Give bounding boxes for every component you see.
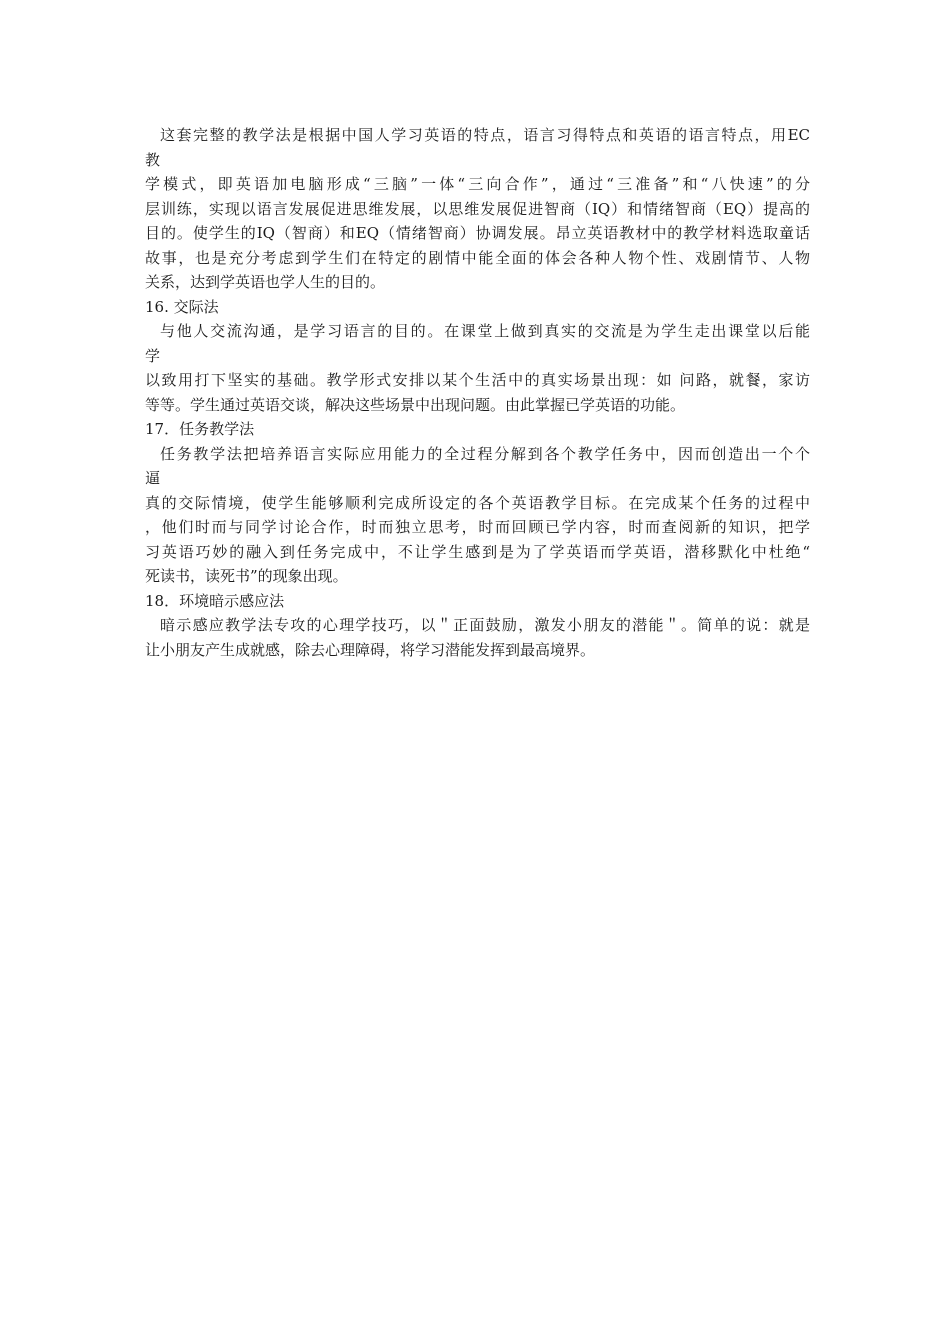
text-line: 学模式，即英语加电脑形成“三脑”一体“三向合作”，通过“三准备”和“八快速”的分 bbox=[145, 175, 810, 193]
paragraph-communicative-method bbox=[145, 319, 810, 417]
text-line: 这套完整的教学法是根据中国人学习英语的特点，语言习得特点和英语的语言特点，用EC bbox=[160, 126, 810, 144]
section-heading-17: 17．任务教学法 bbox=[145, 420, 255, 438]
text-line: 关系，达到学英语也学人生的目的。 bbox=[145, 273, 386, 291]
text-line: 目的。使学生的IQ（智商）和EQ（情绪智商）协调发展。昂立英语教材中的教学材料选取童话 bbox=[145, 224, 810, 242]
text-line: 真的交际情境，使学生能够顺利完成所设定的各个英语教学目标。在完成某个任务的过程中 bbox=[145, 493, 810, 512]
text-line: 教 bbox=[145, 150, 161, 169]
section-heading-18: 18．环境暗示感应法 bbox=[145, 591, 285, 610]
text-line: 以致用打下坚实的基础。教学形式安排以某个生活中的真实场景出现：如 问路，就餐，家访 bbox=[145, 371, 810, 389]
document-body bbox=[145, 123, 810, 662]
text-line: 等等。学生通过英语交谈，解决这些场景中出现问题。由此掌握已学英语的功能。 bbox=[145, 395, 686, 414]
text-line: 死读书，读死书”的现象出现。 bbox=[145, 567, 348, 585]
text-line: ，他们时而与同学讨论合作，时而独立思考，时而回顾已学内容，时而查阅新的知识，把学 bbox=[145, 518, 810, 536]
text-line: 让小朋友产生成就感，除去心理障碍，将学习潜能发挥到最高境界。 bbox=[145, 640, 596, 659]
section-heading-16: 16. 交际法 bbox=[145, 297, 219, 316]
text-line: 任务教学法把培养语言实际应用能力的全过程分解到各个教学任务中，因而创造出一个个 bbox=[160, 444, 810, 463]
text-line: 学 bbox=[145, 346, 161, 365]
text-line: 层训练，实现以语言发展促进思维发展，以思维发展促进智商（IQ）和情绪智商（EQ）提高的 bbox=[145, 199, 810, 218]
text-line: 暗示感应教学法专攻的心理学技巧，以＂正面鼓励，激发小朋友的潜能＂。简单的说：就是 bbox=[160, 616, 810, 634]
text-line: 故事，也是充分考虑到学生们在特定的剧情中能全面的体会各种人物个性、戏剧情节、人物 bbox=[145, 248, 810, 267]
paragraph-ec-method bbox=[145, 123, 810, 295]
paragraph-task-method bbox=[145, 442, 810, 589]
text-line: 习英语巧妙的融入到任务完成中，不让学生感到是为了学英语而学英语，潜移默化中杜绝“ bbox=[145, 542, 810, 561]
paragraph-suggestion-method bbox=[145, 613, 810, 662]
text-line: 逼 bbox=[145, 469, 161, 487]
text-line: 与他人交流沟通，是学习语言的目的。在课堂上做到真实的交流是为学生走出课堂以后能 bbox=[160, 322, 810, 340]
